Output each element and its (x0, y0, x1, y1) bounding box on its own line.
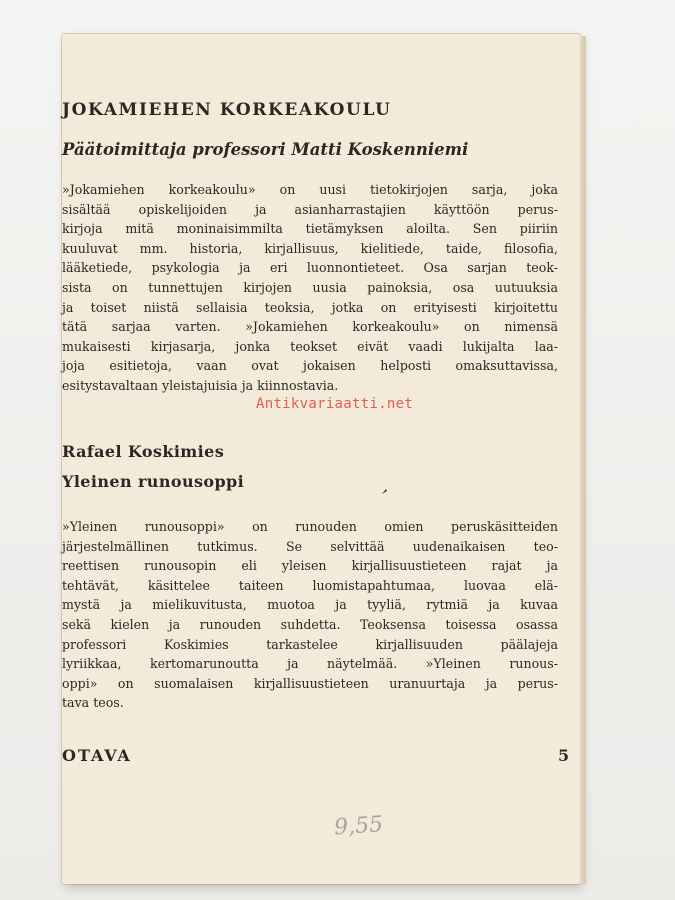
volume-number: 5 (558, 746, 570, 765)
book-description-line: lyriikkaa, kertomarunoutta ja näytelmää. »Yleinen runous- (62, 656, 558, 672)
series-description-line: kuuluvat mm. historia, kirjallisuus, kielitiede, taide, filosofia, (62, 240, 558, 256)
book-description-line: sekä kielen ja runouden suhdetta. Teoksensa toisessa osassa (62, 616, 558, 632)
series-description-line: joja esitietoja, vaan ovat jokaisen helposti omaksuttavissa, (62, 358, 558, 374)
series-description-line: kirjoja mitä moninaisimmilta tietämyksen aloilta. Sen piiriin (62, 221, 558, 237)
series-description (62, 180, 558, 396)
svg-text:9,55: 9,55 (333, 812, 384, 841)
series-description-line: sisältää opiskelijoiden ja asianharrastajien käyttöön perus- (62, 201, 558, 217)
series-description-line: tätä sarjaa varten. »Jokamiehen korkeakoulu» on nimensä (62, 319, 558, 335)
ink-mark (380, 486, 390, 496)
book-description-line: tava teos. (62, 695, 124, 711)
publisher-name: OTAVA (62, 746, 132, 765)
editor-line: Päätoimittaja professori Matti Koskenniemi (62, 140, 469, 159)
book-description-line: mystä ja mielikuvitusta, muotoa ja tyyliä, rytmiä ja kuvaa (62, 597, 558, 613)
book-description-line: »Yleinen runousoppi» on runouden omien peruskäsitteiden (62, 519, 558, 534)
series-description-line: esitystavaltaan yleistajuisia ja kiinnostavia. (62, 377, 339, 393)
series-title: JOKAMIEHEN KORKEAKOULU (62, 100, 392, 120)
book-description-line: järjestelmällinen tutkimus. Se selvittää uudenaikaisen teo- (62, 538, 558, 554)
pencil-price-marking (330, 804, 410, 844)
book-edge (580, 36, 586, 884)
book-description (62, 517, 558, 713)
book-description-line: reettisen runousopin eli yleisen kirjallisuustieteen rajat ja (62, 558, 558, 574)
book-title: Yleinen runousoppi (62, 472, 245, 491)
series-description-line: lääketiede, psykologia ja eri luonnontieteet. Osa sarjan teok- (62, 260, 558, 276)
author-name: Rafael Koskimies (62, 442, 225, 461)
book-description-line: professori Koskimies tarkastelee kirjallisuuden päälajeja (62, 636, 558, 652)
series-description-line: sista on tunnettujen kirjojen uusia painoksia, osa uutuuksia (62, 279, 558, 295)
series-description-line: »Jokamiehen korkeakoulu» on uusi tietokirjojen sarja, joka (62, 182, 558, 197)
series-description-line: mukaisesti kirjasarja, jonka teokset eivät vaadi lukijalta laa- (62, 338, 558, 354)
book-description-line: tehtävät, käsittelee taiteen luomistapahtumaa, luovaa elä- (62, 577, 558, 593)
book-description-line: oppi» on suomalaisen kirjallisuustieteen uranuurtaja ja perus- (62, 675, 558, 691)
series-description-line: ja toiset niistä sellaisia teoksia, jotka on erityisesti kirjoitettu (62, 299, 558, 315)
watermark: Antikvariaatti.net (256, 396, 414, 412)
